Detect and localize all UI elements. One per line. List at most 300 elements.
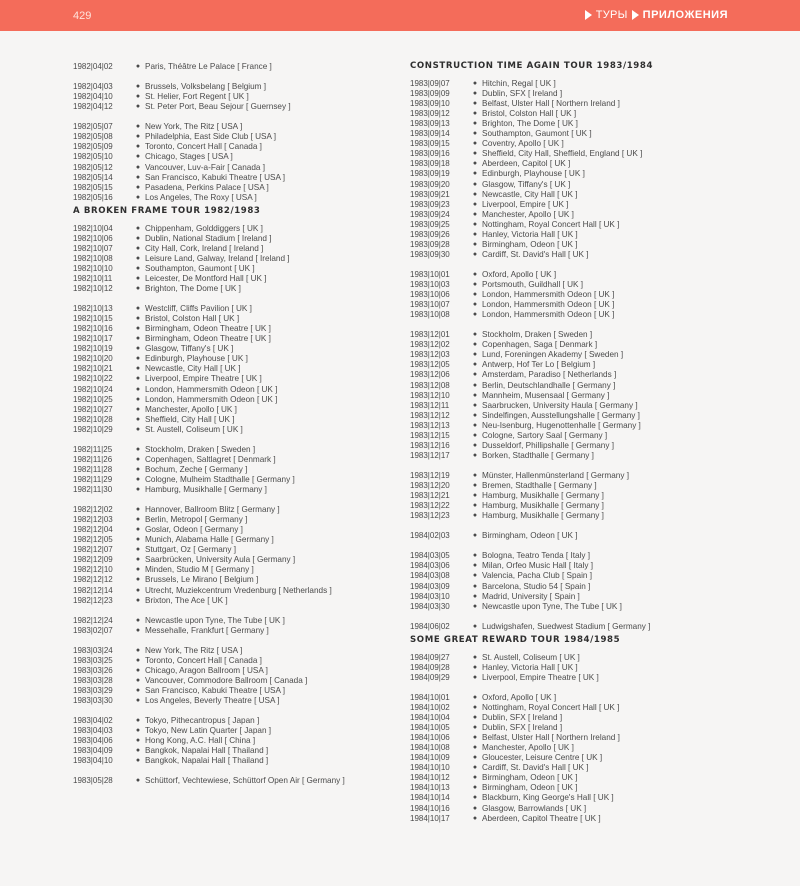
tour-date-row xyxy=(410,561,593,571)
concert-date: 1983|03|26 xyxy=(73,665,113,675)
concert-venue: Münster, Hallenmünsterland [ Germany ] xyxy=(482,470,629,480)
concert-date: 1982|10|12 xyxy=(73,284,113,293)
bullet-icon: ● xyxy=(472,160,478,168)
concert-venue: Belfast, Ulster Hall [ Northern Ireland ] xyxy=(482,733,620,743)
bullet-icon: ● xyxy=(472,250,478,258)
concert-venue: Birmingham, Odeon Theatre [ UK ] xyxy=(145,324,271,334)
concert-date: 1983|09|09 xyxy=(410,89,450,99)
concert-date: 1983|12|08 xyxy=(410,380,450,390)
bullet-icon: ● xyxy=(472,120,478,128)
concert-date: 1982|04|03 xyxy=(73,82,113,92)
tour-date-row xyxy=(410,401,638,411)
bullet-icon: ● xyxy=(135,556,141,564)
concert-date: 1983|09|30 xyxy=(410,249,450,259)
concert-date: 1983|09|18 xyxy=(410,159,450,169)
bullet-icon: ● xyxy=(472,804,478,812)
tour-date-row xyxy=(410,431,607,441)
concert-venue: Brussels, Le Mirano [ Belgium ] xyxy=(145,575,259,585)
concert-venue: Vancouver, Luv-a-Fair [ Canada ] xyxy=(145,162,265,172)
concert-venue: Leisure Land, Galway, Ireland [ Ireland ] xyxy=(145,253,290,263)
tour-date-row xyxy=(73,122,242,132)
breadcrumb xyxy=(585,9,728,21)
bullet-icon: ● xyxy=(472,311,478,319)
bullet-icon: ● xyxy=(472,281,478,288)
bullet-icon: ● xyxy=(472,724,478,732)
concert-venue: Saarbrücken, University Aula [ Germany ] xyxy=(145,555,296,565)
tour-date-row xyxy=(73,535,274,545)
tour-date-row xyxy=(410,421,641,431)
concert-venue: Berlin, Metropol [ Germany ] xyxy=(145,515,248,525)
tour-date-row xyxy=(410,200,568,210)
tour-date-row xyxy=(73,455,276,465)
concert-venue: Newcastle, City Hall [ UK ] xyxy=(482,189,578,199)
bullet-icon: ● xyxy=(135,415,141,423)
tour-date-row xyxy=(410,139,564,149)
tour-date-row xyxy=(410,129,592,139)
bullet-icon: ● xyxy=(135,274,141,282)
concert-venue: Antwerp, Hof Ter Lo [ Belgium ] xyxy=(482,360,596,370)
concert-venue: London, Hammersmith Odeon [ UK ] xyxy=(145,394,278,404)
tour-date-row xyxy=(410,310,614,320)
bullet-icon: ● xyxy=(135,666,141,674)
tour-date-row xyxy=(73,364,241,374)
bullet-icon: ● xyxy=(135,83,141,91)
bullet-icon: ● xyxy=(472,704,478,711)
concert-date: 1983|03|29 xyxy=(73,686,113,695)
concert-date: 1982|10|07 xyxy=(73,243,113,253)
bullet-icon: ● xyxy=(135,264,141,272)
tour-date-row xyxy=(410,733,620,743)
tour-date-row xyxy=(73,324,271,334)
concert-venue: Newcastle, City Hall [ UK ] xyxy=(145,364,241,374)
concert-venue: Chicago, Stages [ USA ] xyxy=(145,152,233,162)
concert-date: 1982|10|29 xyxy=(73,424,113,434)
concert-venue: Brixton, The Ace [ UK ] xyxy=(145,595,228,605)
tour-date-row xyxy=(73,445,255,455)
concert-venue: Dublin, SFX [ Ireland ] xyxy=(482,89,563,99)
bullet-icon: ● xyxy=(472,80,478,87)
bullet-icon: ● xyxy=(135,63,141,70)
bullet-icon: ● xyxy=(472,492,478,500)
bullet-icon: ● xyxy=(472,230,478,238)
concert-date: 1983|12|02 xyxy=(410,340,450,350)
tour-date-row xyxy=(410,663,578,673)
concert-date: 1983|12|21 xyxy=(410,491,450,501)
concert-date: 1984|10|17 xyxy=(410,813,450,823)
concert-venue: New York, The Ritz [ USA ] xyxy=(145,122,243,132)
concert-venue: Borken, Stadthalle [ Germany ] xyxy=(482,450,594,460)
concert-venue: Hanley, Victoria Hall [ UK ] xyxy=(482,662,578,672)
bullet-icon: ● xyxy=(472,572,478,580)
concert-date: 1983|04|10 xyxy=(73,756,113,766)
tour-date-row xyxy=(73,425,243,435)
bullet-icon: ● xyxy=(135,193,141,201)
tour-date-row xyxy=(73,616,285,626)
concert-date: 1982|11|25 xyxy=(73,444,113,454)
concert-venue: Bangkok, Napalai Hall [ Thailand ] xyxy=(145,756,269,766)
concert-venue: Liverpool, Empire [ UK ] xyxy=(482,199,569,209)
tour-date-row xyxy=(410,280,583,290)
tour-date-row xyxy=(410,360,595,370)
concert-date: 1983|09|12 xyxy=(410,109,450,119)
concert-date: 1982|12|04 xyxy=(73,525,113,535)
breadcrumb-item-appendix[interactable]: ПРИЛОЖЕНИЯ xyxy=(642,9,728,21)
bullet-icon: ● xyxy=(135,254,141,262)
concert-date: 1983|12|15 xyxy=(410,430,450,440)
bullet-icon: ● xyxy=(135,375,141,383)
concert-venue: Valencia, Pacha Club [ Spain ] xyxy=(482,571,592,581)
concert-venue: London, Hammersmith Odeon [ UK ] xyxy=(145,384,278,394)
concert-date: 1984|10|10 xyxy=(410,763,450,773)
bullet-icon: ● xyxy=(472,90,478,98)
concert-venue: St. Peter Port, Beau Sejour [ Guernsey ] xyxy=(145,102,291,112)
bullet-icon: ● xyxy=(135,143,141,151)
concert-date: 1982|11|26 xyxy=(73,454,113,464)
concert-date: 1982|05|07 xyxy=(73,122,113,132)
concert-date: 1983|12|19 xyxy=(410,470,450,480)
bullet-icon: ● xyxy=(472,482,478,489)
concert-date: 1983|03|25 xyxy=(73,655,113,665)
tour-date-row xyxy=(73,102,291,112)
tour-date-row xyxy=(410,773,578,783)
bullet-icon: ● xyxy=(472,592,478,600)
breadcrumb-item-tours[interactable]: ТУРЫ xyxy=(595,9,628,21)
concert-date: 1983|12|06 xyxy=(410,370,450,380)
bullet-icon: ● xyxy=(135,717,141,725)
tour-date-row xyxy=(73,555,295,565)
concert-date: 1984|10|05 xyxy=(410,723,450,733)
concert-date: 1982|10|21 xyxy=(73,364,113,374)
concert-date: 1983|09|21 xyxy=(410,189,450,199)
concert-date: 1983|09|19 xyxy=(410,169,450,179)
concert-date: 1984|10|01 xyxy=(410,692,450,702)
concert-date: 1982|12|24 xyxy=(73,615,113,625)
concert-venue: Berlin, Deutschlandhalle [ Germany ] xyxy=(482,380,616,390)
concert-date: 1982|05|15 xyxy=(73,182,113,192)
tour-date-row xyxy=(73,344,233,354)
concert-date: 1982|10|06 xyxy=(73,233,113,243)
concert-date: 1983|12|20 xyxy=(410,481,450,490)
concert-venue: Bristol, Colston Hall [ UK ] xyxy=(145,314,240,324)
tour-date-row xyxy=(73,82,266,92)
concert-date: 1984|03|05 xyxy=(410,551,450,561)
concert-date: 1983|12|03 xyxy=(410,350,450,360)
concert-date: 1982|11|30 xyxy=(73,485,113,494)
concert-date: 1982|10|15 xyxy=(73,314,113,324)
concert-venue: Los Angeles, The Roxy [ USA ] xyxy=(145,192,257,202)
tour-date-row xyxy=(73,92,249,102)
tour-date-row xyxy=(410,491,604,501)
tour-date-row xyxy=(410,290,614,300)
tour-date-row xyxy=(410,571,592,581)
bullet-icon: ● xyxy=(135,455,141,463)
bullet-icon: ● xyxy=(135,153,141,161)
tour-date-row xyxy=(73,475,295,485)
tour-date-row xyxy=(410,793,614,803)
concert-date: 1983|12|23 xyxy=(410,511,450,521)
concert-date: 1982|10|04 xyxy=(73,223,113,233)
tour-date-row xyxy=(73,485,267,495)
tour-date-row xyxy=(410,230,578,240)
tour-date-row xyxy=(410,451,594,461)
concert-date: 1983|04|09 xyxy=(73,746,113,756)
concert-date: 1983|09|07 xyxy=(410,79,450,88)
concert-venue: Hamburg, Musikhalle [ Germany ] xyxy=(482,491,604,501)
concert-date: 1984|03|09 xyxy=(410,581,450,591)
tour-date-row xyxy=(73,354,248,364)
concert-venue: Stockholm, Draken [ Sweden ] xyxy=(145,444,256,454)
concert-date: 1982|12|07 xyxy=(73,545,113,555)
concert-venue: Birmingham, Odeon [ UK ] xyxy=(482,783,578,793)
tour-date-row xyxy=(73,726,271,736)
tour-date-row xyxy=(410,653,580,663)
concert-date: 1983|04|06 xyxy=(73,736,113,746)
concert-venue: Saarbrucken, University Haula [ Germany ] xyxy=(482,400,638,410)
concert-venue: St. Austell, Coliseum [ UK ] xyxy=(482,652,580,662)
tour-date-row xyxy=(410,723,562,733)
concert-venue: Hanley, Victoria Hall [ UK ] xyxy=(482,229,578,239)
concert-venue: Westcliff, Cliffs Pavilion [ UK ] xyxy=(145,304,252,314)
bullet-icon: ● xyxy=(135,506,141,514)
tour-date-row xyxy=(73,132,276,142)
concert-date: 1982|05|14 xyxy=(73,172,113,182)
bullet-icon: ● xyxy=(472,270,478,278)
concert-date: 1984|10|16 xyxy=(410,803,450,813)
concert-venue: Schüttorf, Vechtewiese, Schüttorf Open Air [ Germany ] xyxy=(145,776,345,786)
tour-date-row xyxy=(410,220,619,230)
tour-date-row xyxy=(410,169,585,179)
concert-venue: Birmingham, Odeon [ UK ] xyxy=(482,531,578,541)
bullet-icon: ● xyxy=(472,774,478,782)
concert-venue: Portsmouth, Guildhall [ UK ] xyxy=(482,280,584,289)
bullet-icon: ● xyxy=(472,381,478,389)
tour-date-row xyxy=(73,696,280,706)
tour-date-row xyxy=(410,673,599,683)
bullet-icon: ● xyxy=(135,516,141,524)
concert-venue: Mannheim, Musensaal [ Germany ] xyxy=(482,390,610,400)
tour-date-row xyxy=(410,471,629,481)
concert-date: 1982|04|12 xyxy=(73,102,113,112)
concert-date: 1983|05|28 xyxy=(73,776,113,786)
bullet-icon: ● xyxy=(135,586,141,594)
bullet-icon: ● xyxy=(135,697,141,705)
bullet-icon: ● xyxy=(135,656,141,664)
concert-date: 1982|10|20 xyxy=(73,354,113,364)
bullet-icon: ● xyxy=(472,200,478,208)
tour-date-row xyxy=(73,173,285,183)
concert-venue: Toronto, Concert Hall [ Canada ] xyxy=(145,142,262,152)
bullet-icon: ● xyxy=(472,714,478,722)
concert-date: 1982|10|17 xyxy=(73,334,113,344)
concert-venue: Cardiff, St. David's Hall [ UK ] xyxy=(482,249,589,259)
concert-venue: Messehalle, Frankfurt [ Germany ] xyxy=(145,625,269,635)
bullet-icon: ● xyxy=(135,345,141,353)
tour-date-row xyxy=(410,370,616,380)
concert-date: 1984|09|28 xyxy=(410,662,450,672)
concert-date: 1982|10|11 xyxy=(73,273,113,283)
tour-date-row xyxy=(410,159,570,169)
tour-date-row xyxy=(410,190,578,200)
tour-date-row xyxy=(410,79,556,89)
tour-date-row xyxy=(410,300,614,310)
tour-date-row xyxy=(73,304,252,314)
concert-venue: Tokyo, New Latin Quarter [ Japan ] xyxy=(145,726,272,736)
concert-venue: Minden, Studio M [ Germany ] xyxy=(145,565,254,575)
tour-date-row xyxy=(410,814,601,824)
concert-venue: Bristol, Colston Hall [ UK ] xyxy=(482,109,577,119)
tour-heading: A BROKEN FRAME TOUR 1982/1983 xyxy=(73,205,261,216)
concert-date: 1982|12|12 xyxy=(73,575,113,585)
concert-venue: Manchester, Apollo [ UK ] xyxy=(482,743,574,753)
concert-date: 1984|10|09 xyxy=(410,753,450,763)
concert-date: 1984|06|02 xyxy=(410,621,450,631)
concert-venue: Dublin, SFX [ Ireland ] xyxy=(482,713,563,723)
tour-heading: CONSTRUCTION TIME AGAIN TOUR 1983/1984 xyxy=(410,61,654,71)
tour-date-row xyxy=(410,622,650,632)
tour-date-row xyxy=(73,686,285,696)
concert-venue: Brussels, Volksbelang [ Belgium ] xyxy=(145,82,267,92)
bullet-icon: ● xyxy=(472,361,478,369)
concert-venue: Hamburg, Musikhalle [ Germany ] xyxy=(145,485,267,494)
tour-date-row xyxy=(73,596,228,606)
concert-date: 1983|12|12 xyxy=(410,410,450,420)
concert-venue: Neu-Isenburg, Hugenottenhalle [ Germany ] xyxy=(482,420,641,430)
concert-venue: Munich, Alabama Halle [ Germany ] xyxy=(145,535,274,545)
concert-venue: Glasgow, Tiffany's [ UK ] xyxy=(145,344,234,354)
concert-venue: Newcastle upon Tyne, The Tube [ UK ] xyxy=(482,601,622,611)
concert-venue: Sheffield, City Hall [ UK ] xyxy=(145,414,235,424)
bullet-icon: ● xyxy=(472,794,478,802)
tour-date-row xyxy=(73,152,233,162)
bullet-icon: ● xyxy=(135,676,141,684)
bullet-icon: ● xyxy=(135,385,141,393)
concert-date: 1984|10|02 xyxy=(410,703,450,712)
bullet-icon: ● xyxy=(135,244,141,252)
bullet-icon: ● xyxy=(135,224,141,232)
bullet-icon: ● xyxy=(472,341,478,349)
concert-date: 1984|03|06 xyxy=(410,561,450,571)
tour-date-row xyxy=(73,244,263,254)
tour-date-row xyxy=(73,465,247,475)
tour-date-row xyxy=(410,511,604,521)
concert-date: 1983|04|02 xyxy=(73,716,113,726)
bullet-icon: ● xyxy=(472,401,478,409)
concert-venue: Ludwigshafen, Suedwest Stadium [ Germany ] xyxy=(482,621,651,631)
bullet-icon: ● xyxy=(135,546,141,554)
concert-date: 1982|10|24 xyxy=(73,384,113,394)
concert-venue: London, Hammersmith Odeon [ UK ] xyxy=(482,310,615,320)
bullet-icon: ● xyxy=(472,814,478,822)
bullet-icon: ● xyxy=(135,465,141,473)
bullet-icon: ● xyxy=(135,646,141,654)
tour-date-row xyxy=(410,381,615,391)
concert-venue: Belfast, Ulster Hall [ Northern Ireland ] xyxy=(482,99,620,109)
bullet-icon: ● xyxy=(472,562,478,570)
concert-date: 1983|09|10 xyxy=(410,99,450,109)
concert-venue: San Francisco, Kabuki Theatre [ USA ] xyxy=(145,172,286,182)
top-bar xyxy=(0,0,800,31)
concert-date: 1982|05|16 xyxy=(73,192,113,202)
concert-venue: Paris, Théâtre Le Palace [ France ] xyxy=(145,62,272,71)
concert-date: 1982|10|28 xyxy=(73,414,113,424)
concert-date: 1983|12|16 xyxy=(410,440,450,450)
concert-date: 1982|10|25 xyxy=(73,394,113,404)
tour-date-row xyxy=(410,441,614,451)
concert-date: 1982|11|29 xyxy=(73,474,113,484)
tour-date-row xyxy=(73,284,241,294)
tour-date-row xyxy=(73,183,269,193)
concert-date: 1983|10|06 xyxy=(410,290,450,300)
tour-date-row xyxy=(73,575,258,585)
concert-venue: Cardiff, St. David's Hall [ UK ] xyxy=(482,763,589,773)
concert-date: 1983|12|17 xyxy=(410,450,450,460)
bullet-icon: ● xyxy=(472,441,478,449)
concert-date: 1984|10|13 xyxy=(410,783,450,793)
tour-date-row xyxy=(410,350,623,360)
concert-venue: Lund, Foreningen Akademy [ Sweden ] xyxy=(482,350,624,360)
tour-date-row xyxy=(410,99,620,109)
concert-date: 1982|05|08 xyxy=(73,132,113,142)
concert-date: 1982|12|03 xyxy=(73,515,113,525)
concert-date: 1983|10|08 xyxy=(410,310,450,320)
concert-venue: Amsterdam, Paradiso [ Netherlands ] xyxy=(482,370,617,380)
bullet-icon: ● xyxy=(472,512,478,520)
concert-venue: Aberdeen, Capitol [ UK ] xyxy=(482,159,571,169)
bullet-icon: ● xyxy=(135,566,141,574)
concert-venue: Birmingham, Odeon Theatre [ UK ] xyxy=(145,334,271,344)
tour-date-row xyxy=(73,716,259,726)
bullet-icon: ● xyxy=(135,475,141,483)
concert-venue: Coventry, Apollo [ UK ] xyxy=(482,139,564,149)
concert-venue: Hamburg, Musikhalle [ Germany ] xyxy=(482,511,604,521)
tour-date-row xyxy=(410,149,642,159)
concert-venue: Newcastle upon Tyne, The Tube [ UK ] xyxy=(145,615,285,625)
concert-date: 1983|12|01 xyxy=(410,330,450,340)
concert-venue: Glasgow, Barrowlands [ UK ] xyxy=(482,803,587,813)
concert-venue: Copenhagen, Saltlagret [ Denmark ] xyxy=(145,454,276,464)
concert-date: 1983|02|07 xyxy=(73,625,113,635)
concert-venue: Liverpool, Empire Theatre [ UK ] xyxy=(145,374,262,384)
bullet-icon: ● xyxy=(472,331,478,339)
tour-date-row xyxy=(410,270,556,280)
concert-date: 1982|10|08 xyxy=(73,253,113,263)
tour-date-row xyxy=(73,163,265,173)
concert-date: 1984|02|03 xyxy=(410,531,450,541)
concert-venue: Brighton, The Dome [ UK ] xyxy=(145,284,241,293)
bullet-icon: ● xyxy=(472,622,478,630)
concert-date: 1982|05|12 xyxy=(73,162,113,172)
concert-venue: Toronto, Concert Hall [ Canada ] xyxy=(145,655,262,665)
concert-date: 1982|05|09 xyxy=(73,142,113,152)
concert-venue: Nottingham, Royal Concert Hall [ UK ] xyxy=(482,703,620,712)
concert-venue: Sindelfingen, Ausstellungshalle [ Germany ] xyxy=(482,410,640,420)
concert-date: 1982|11|28 xyxy=(73,464,113,474)
bullet-icon: ● xyxy=(135,325,141,333)
tour-date-row xyxy=(410,119,578,129)
tour-date-row xyxy=(410,411,640,421)
tour-date-row xyxy=(410,743,574,753)
concert-date: 1983|09|28 xyxy=(410,239,450,249)
tour-date-row xyxy=(73,264,255,274)
concert-date: 1982|12|10 xyxy=(73,565,113,575)
bullet-icon: ● xyxy=(472,371,478,379)
page-number: 429 xyxy=(73,10,92,22)
bullet-icon: ● xyxy=(472,693,478,701)
tour-date-row xyxy=(73,193,257,203)
concert-venue: Leicester, De Montford Hall [ UK ] xyxy=(145,273,267,283)
concert-venue: Oxford, Apollo [ UK ] xyxy=(482,692,557,702)
concert-date: 1982|10|27 xyxy=(73,404,113,414)
